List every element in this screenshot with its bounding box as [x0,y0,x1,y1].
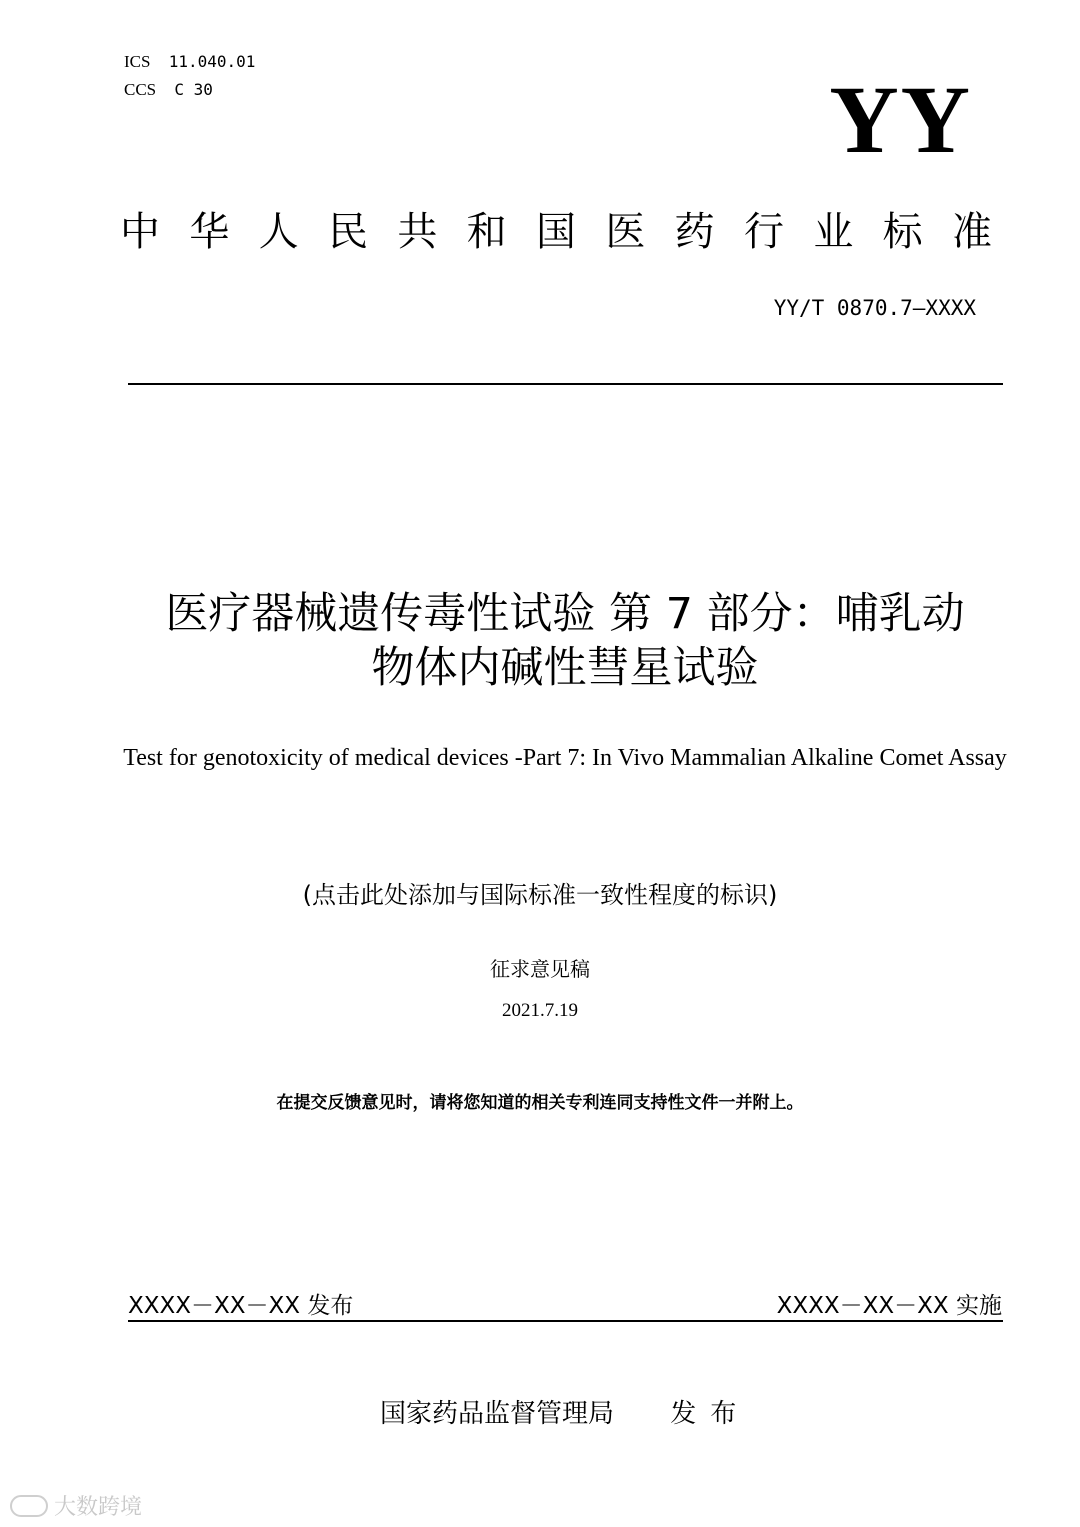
watermark-text: 大数跨境 [54,1495,143,1520]
draft-date: 2021.7.19 [502,1000,578,1021]
draft-status-label: 征求意见稿 [490,957,590,981]
bottom-divider [128,1320,1003,1322]
yy-logo: YY [829,66,972,173]
consistency-placeholder[interactable]: (点击此处添加与国际标准一致性程度的标识) [302,881,778,909]
standard-number: YY/T 0870.7—XXXX [773,296,976,320]
title-chinese-line-2: 物体内碱性彗星试验 [371,643,759,693]
standard-category: 中华人民共和国医药行业标准 [120,209,992,255]
effective-date: XXXX－XX－XX 实施 [776,1293,1002,1319]
publish-date: XXXX－XX－XX 发布 [128,1293,354,1319]
issuer-name: 国家药品监督管理局 [380,1399,615,1429]
watermark-logo-icon [10,1495,48,1517]
patent-notice: 在提交反馈意见时，请将您知道的相关专利连同支持性文件一并附上。 [276,1093,804,1113]
title-english: Test for genotoxicity of medical devices -Part 7: In Vivo Mammalian Alkaline Comet Assay [123,745,1007,771]
ics-code-line [124,52,255,72]
top-divider [128,383,1003,385]
ics-code: 11.040.01 [168,52,256,71]
title-chinese-line-1: 医疗器械遗传毒性试验 第 7 部分：哺乳动 [165,589,965,639]
ccs-code-line [124,80,213,100]
title-chinese [120,587,1010,695]
ccs-label: CCS [124,80,157,99]
watermark [10,1490,142,1521]
issuer-line [380,1393,750,1430]
issuer-verb: 发布 [670,1399,751,1429]
ics-label: ICS [124,52,151,71]
ccs-code: C 30 [174,80,213,99]
